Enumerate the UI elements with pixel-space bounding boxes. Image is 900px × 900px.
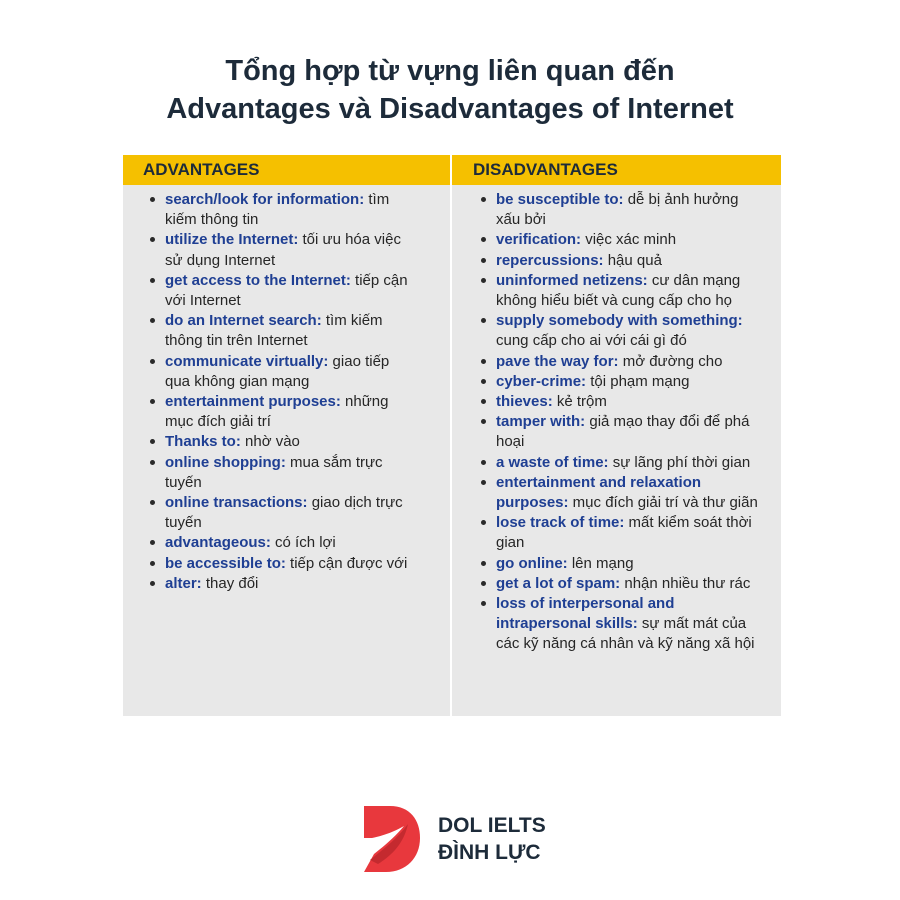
vocab-definition: mua sắm trực tuyến [165,453,383,491]
disadvantages-item [478,271,760,311]
vocab-definition: cung cấp cho ai với cái gì đó [496,332,687,350]
vocab-term: alter: [165,574,202,592]
advantages-item [147,533,417,553]
vocab-definition: giao dịch trực tuyến [165,494,403,532]
disadvantages-item [478,311,760,351]
vocab-term: do an Internet search: [165,312,322,330]
vocab-term: uninformed netizens: [496,271,648,289]
vocab-term: supply somebody with something: [496,312,743,330]
advantages-column [123,155,450,716]
vocab-definition: tiếp cận với Internet [165,271,408,310]
disadvantages-item [478,251,760,271]
vocab-definition: sự lãng phí thời gian [608,453,751,471]
vocab-definition: kẻ trộm [552,393,607,411]
vocab-definition: nhận nhiều thư rác [620,574,751,592]
disadvantages-heading: DISADVANTAGES [452,155,781,185]
advantages-list [147,190,417,594]
disadvantages-list [478,190,760,655]
vocab-definition: có ích lợi [270,534,336,552]
page-title [0,52,900,128]
vocab-definition: tội phạm mạng [586,372,690,390]
vocab-term: get access to the Internet: [165,271,351,289]
vocab-definition: tìm kiếm thông tin trên Internet [165,312,383,350]
vocab-definition: sự mất mát của các kỹ năng cá nhân và kỹ năng xã hội [496,615,755,653]
vocab-term: online transactions: [165,494,308,512]
disadvantages-item [478,190,760,230]
advantages-item [147,311,417,351]
advantages-item [147,453,417,493]
advantages-item [147,271,417,311]
vocab-term: entertainment purposes: [165,393,341,411]
vocab-definition: dễ bị ảnh hưởng xấu bởi [496,191,739,229]
vocab-term: Thanks to: [165,433,241,451]
disadvantages-item [478,594,760,655]
vocab-term: a waste of time: [496,453,609,471]
disadvantages-item [478,574,760,594]
disadvantages-item [478,230,760,250]
advantages-item [147,190,417,230]
brand-line-1: DOL IELTS [438,814,546,837]
disadvantages-item [478,453,760,473]
advantages-item [147,493,417,533]
disadvantages-item [478,412,760,452]
vocab-term: entertainment and relaxation purposes: [496,473,702,512]
vocab-definition: nhờ vào [240,433,300,451]
advantages-heading: ADVANTAGES [123,155,450,185]
vocab-definition: mở đường cho [618,352,723,370]
vocab-definition: giả mạo thay đổi để phá hoại [496,413,750,451]
vocab-definition: mục đích giải trí và thư giãn [568,494,758,512]
advantages-item [147,554,417,574]
title-line-1: Tổng hợp từ vựng liên quan đến [225,55,675,87]
disadvantages-item [478,392,760,412]
vocab-term: get a lot of spam: [496,574,621,592]
advantages-item [147,230,417,270]
disadvantages-item [478,372,760,392]
vocab-term: repercussions: [496,251,604,269]
brand-logo [360,800,560,880]
advantages-item [147,352,417,392]
vocab-term: communicate virtually: [165,352,329,370]
vocab-definition: tối ưu hóa việc sử dụng Internet [165,231,401,269]
vocab-term: thieves: [496,393,553,411]
advantages-item [147,432,417,452]
vocab-definition: tiếp cận được với [285,554,408,572]
vocab-term: go online: [496,554,568,572]
vocab-definition: việc xác minh [581,231,677,249]
vocab-term: loss of interpersonal and intrapersonal skills: [496,595,675,633]
disadvantages-item [478,513,760,553]
disadvantages-item [478,352,760,372]
vocab-term: be accessible to: [165,554,286,572]
vocab-term: cyber-crime: [496,372,587,390]
vocabulary-table [123,155,781,716]
vocab-definition: giao tiếp qua không gian mạng [165,352,390,390]
brand-name [438,812,546,866]
vocab-term: search/look for information: [165,191,365,208]
disadvantages-item [478,554,760,574]
disadvantages-item [478,473,760,513]
vocab-definition: cư dân mạng không hiểu biết và cung cấp cho họ [496,271,741,310]
advantages-item [147,392,417,432]
vocab-term: lose track of time: [496,514,625,532]
vocab-term: be susceptible to: [496,191,624,208]
vocab-definition: thay đổi [201,574,259,592]
dol-logo-icon [360,802,422,874]
title-line-2: Advantages và Disadvantages of Internet [166,93,734,125]
vocab-definition: tìm kiếm thông tin [165,191,390,229]
vocab-definition: những mục đích giải trí [165,393,389,431]
vocab-term: advantageous: [165,534,271,552]
advantages-item [147,574,417,594]
brand-line-2: ĐÌNH LỰC [438,841,541,864]
vocab-term: pave the way for: [496,352,619,370]
vocab-definition: lên mạng [567,554,634,572]
vocab-term: tamper with: [496,413,586,431]
vocab-definition: hậu quả [603,251,662,269]
vocab-term: utilize the Internet: [165,231,299,249]
vocab-definition: mất kiểm soát thời gian [496,514,752,552]
disadvantages-column [452,155,781,716]
vocab-term: verification: [496,231,582,249]
vocab-term: online shopping: [165,453,286,471]
